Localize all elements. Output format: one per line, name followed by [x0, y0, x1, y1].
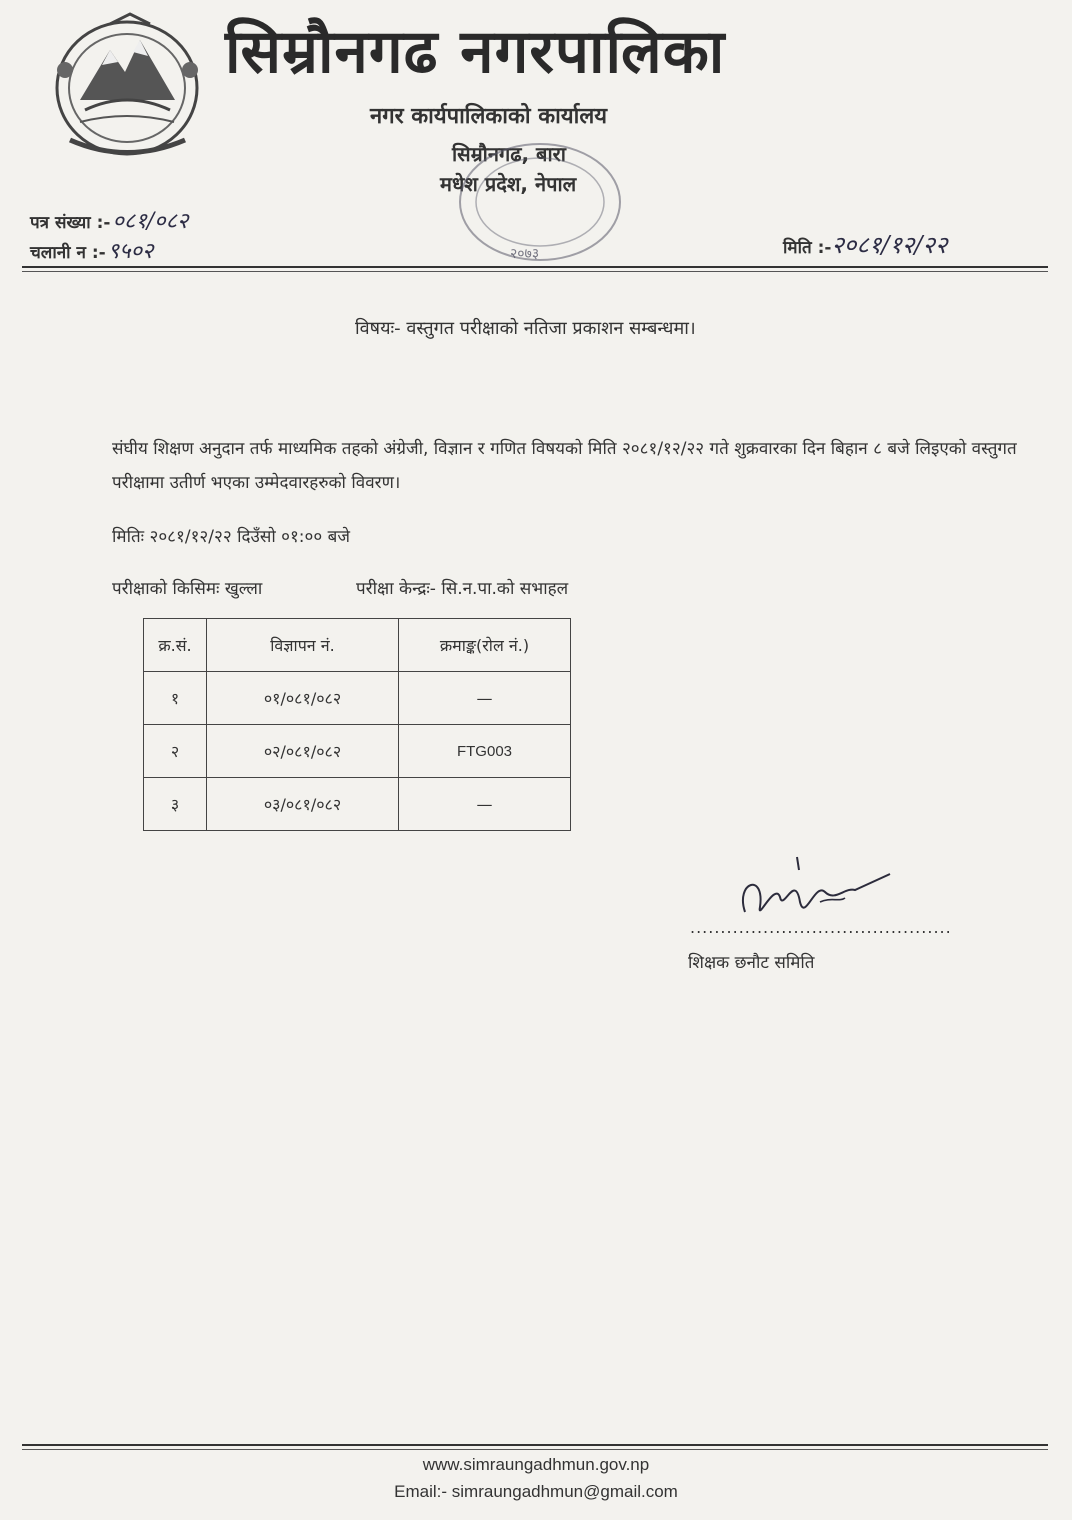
org-name: सिम्रौनगढ नगरपालिका: [225, 17, 726, 87]
exam-type: परीक्षाको किसिमः खुल्ला: [112, 579, 263, 599]
date-value: २०८१/१२/२२: [831, 231, 948, 259]
patra-sankhya: [30, 205, 189, 235]
results-table: [143, 618, 571, 831]
table-row: [144, 778, 571, 831]
header-sn: क्र.सं.: [144, 619, 207, 672]
cell-vigyapan: ०३/०८१/०८२: [207, 778, 399, 831]
body-paragraph: संघीय शिक्षण अनुदान तर्फ माध्यमिक तहको अंग्रेजी, विज्ञान र गणित विषयको मिति २०८१/१२/२२ गते शुक्रवारका दिन बिहान ८ बजे लिइएको वस्तुगत परीक्षामा उतीर्ण भएका उम्मेदवारहरुको विवरण।: [112, 439, 1017, 493]
chalani-number: [30, 235, 153, 265]
patra-value: ०८१/०८२: [112, 209, 189, 234]
address-line-2: मधेश प्रदेश, नेपाल: [440, 172, 577, 196]
chalani-value: ९५०२: [107, 239, 154, 264]
stamp-year: २०७३: [510, 246, 540, 262]
cell-sn: ३: [144, 778, 207, 831]
letter-date: [783, 228, 947, 261]
header-vigyapan: विज्ञापन नं.: [207, 619, 399, 672]
header-rule-thin: [22, 271, 1048, 272]
date-label: मिति :-: [783, 238, 832, 258]
exam-center: परीक्षा केन्द्रः- सि.न.पा.को सभाहल: [356, 579, 569, 599]
footer-rule: [22, 1444, 1048, 1446]
address-line-1: सिम्रौनगढ, बारा: [452, 142, 566, 166]
cell-sn: १: [144, 672, 207, 725]
cell-roll: —: [399, 672, 571, 725]
footer-website-link[interactable]: www.simraungadhmun.gov.np: [422, 1455, 650, 1474]
office-name: नगर कार्यपालिकाको कार्यालय: [370, 104, 607, 129]
nepal-coat-of-arms-icon: [40, 10, 215, 160]
cell-vigyapan: ०२/०८१/०८२: [207, 725, 399, 778]
result-date-time: मितिः २०८१/१२/२२ दिउँसो ०१:०० बजे: [112, 527, 350, 547]
table-row: [144, 725, 571, 778]
chalani-label: चलानी न :-: [30, 243, 106, 263]
patra-label: पत्र संख्या :-: [30, 213, 111, 233]
cell-roll: FTG003: [399, 725, 571, 778]
footer-email-link[interactable]: Email:- simraungadhmun@gmail.com: [394, 1482, 678, 1501]
signature-label: शिक्षक छनौट समिति: [688, 953, 815, 973]
signature-dots: ...........................................: [690, 918, 952, 937]
cell-roll: —: [399, 778, 571, 831]
header-roll: क्रमाङ्क(रोल नं.): [399, 619, 571, 672]
header-rule: [22, 266, 1048, 268]
cell-sn: २: [144, 725, 207, 778]
subject-line: विषयः- वस्तुगत परीक्षाको नतिजा प्रकाशन सम्बन्धमा।: [355, 318, 696, 339]
footer-rule-thin: [22, 1449, 1048, 1450]
table-row: [144, 672, 571, 725]
office-seal-stamp-icon: [440, 130, 630, 265]
cell-vigyapan: ०१/०८१/०८२: [207, 672, 399, 725]
table-header-row: [144, 619, 571, 672]
